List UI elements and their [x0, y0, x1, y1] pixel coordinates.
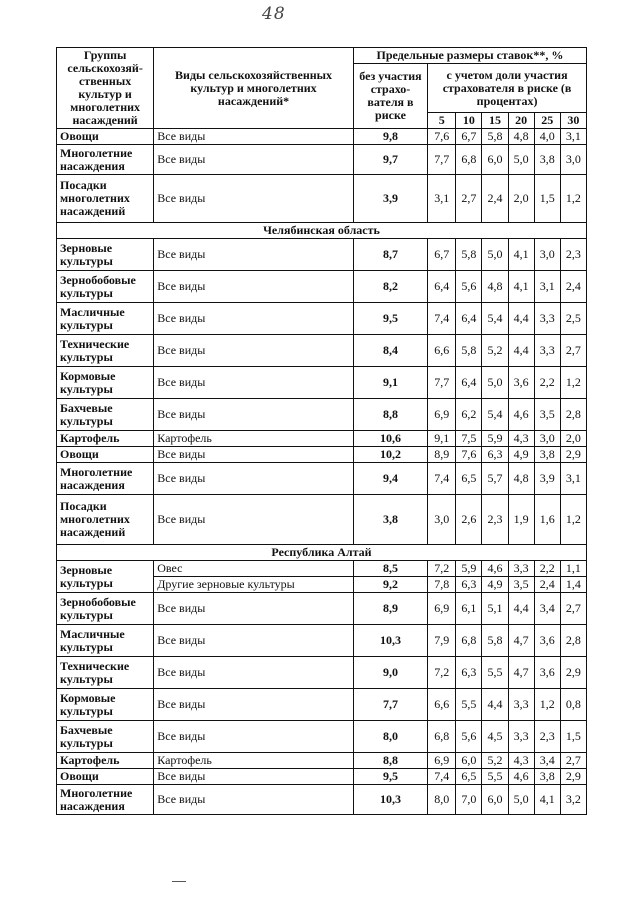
share-rate-cell: 4,4 [508, 593, 534, 625]
page-number: 48 [262, 4, 286, 24]
share-rate-cell: 3,0 [560, 145, 586, 175]
base-rate-cell: 8,8 [353, 399, 427, 431]
table-row [57, 239, 587, 271]
share-rate-cell: 3,8 [534, 447, 560, 463]
share-rate-cell: 5,1 [482, 593, 508, 625]
table-row [57, 561, 587, 577]
share-rate-cell: 6,2 [456, 399, 482, 431]
share-rate-cell: 4,4 [482, 689, 508, 721]
share-rate-cell: 2,7 [456, 175, 482, 223]
share-rate-cell: 2,9 [560, 447, 586, 463]
share-rate-cell: 3,6 [508, 367, 534, 399]
share-rate-cell: 6,5 [456, 769, 482, 785]
share-rate-cell: 1,4 [560, 577, 586, 593]
share-rate-cell: 7,0 [456, 785, 482, 815]
share-rate-cell: 5,9 [482, 431, 508, 447]
share-rate-cell: 2,3 [534, 721, 560, 753]
share-rate-cell: 3,3 [534, 303, 560, 335]
table-row [57, 495, 587, 545]
share-rate-cell: 5,2 [482, 753, 508, 769]
table-header [57, 48, 587, 129]
share-rate-cell: 4,0 [534, 129, 560, 145]
share-rate-cell: 1,2 [560, 495, 586, 545]
share-rate-cell: 7,5 [456, 431, 482, 447]
share-rate-cell: 4,1 [508, 271, 534, 303]
share-rate-cell: 8,0 [428, 785, 456, 815]
share-rate-cell: 3,6 [534, 657, 560, 689]
share-rate-cell: 6,7 [428, 239, 456, 271]
share-rate-cell: 7,8 [428, 577, 456, 593]
share-rate-cell: 4,6 [482, 561, 508, 577]
table-row [57, 721, 587, 753]
crop-group-cell: Овощи [57, 447, 154, 463]
share-rate-cell: 1,9 [508, 495, 534, 545]
table-row [57, 175, 587, 223]
share-rate-cell: 4,4 [508, 335, 534, 367]
share-rate-cell: 4,7 [508, 625, 534, 657]
crop-kind-cell: Овес [154, 561, 354, 577]
share-rate-cell: 7,7 [428, 367, 456, 399]
table-body [57, 129, 587, 815]
share-rate-cell: 3,0 [428, 495, 456, 545]
share-rate-cell: 6,7 [456, 129, 482, 145]
table-row [57, 367, 587, 399]
table-row [57, 593, 587, 625]
base-rate-cell: 9,7 [353, 145, 427, 175]
share-rate-cell: 1,2 [560, 175, 586, 223]
share-rate-cell: 5,8 [482, 129, 508, 145]
share-rate-cell: 6,0 [456, 753, 482, 769]
share-rate-cell: 5,4 [482, 303, 508, 335]
insurance-rates-table [56, 47, 587, 815]
share-percent-header: 10 [456, 113, 482, 129]
share-rate-cell: 6,9 [428, 399, 456, 431]
crop-group-cell: Технические культуры [57, 335, 154, 367]
share-rate-cell: 7,6 [456, 447, 482, 463]
table-row [57, 303, 587, 335]
share-percent-header: 30 [560, 113, 586, 129]
share-rate-cell: 2,9 [560, 657, 586, 689]
share-rate-cell: 2,0 [508, 175, 534, 223]
share-percent-header: 25 [534, 113, 560, 129]
share-rate-cell: 6,8 [428, 721, 456, 753]
share-rate-cell: 6,6 [428, 335, 456, 367]
share-rate-cell: 5,5 [482, 769, 508, 785]
crop-kind-cell: Все виды [154, 625, 354, 657]
share-rate-cell: 2,7 [560, 593, 586, 625]
table-row [57, 431, 587, 447]
share-rate-cell: 5,0 [482, 367, 508, 399]
share-rate-cell: 5,0 [508, 785, 534, 815]
share-rate-cell: 5,8 [456, 239, 482, 271]
share-rate-cell: 3,1 [428, 175, 456, 223]
crop-kind-cell: Картофель [154, 431, 354, 447]
base-rate-cell: 7,7 [353, 689, 427, 721]
crop-group-cell: Многолетние насаждения [57, 145, 154, 175]
share-percent-header: 5 [428, 113, 456, 129]
share-rate-cell: 7,7 [428, 145, 456, 175]
share-rate-cell: 6,6 [428, 689, 456, 721]
share-rate-cell: 5,5 [482, 657, 508, 689]
base-rate-cell: 10,3 [353, 785, 427, 815]
crop-kind-cell: Все виды [154, 447, 354, 463]
share-rate-cell: 7,4 [428, 303, 456, 335]
crop-group-cell: Многолетние насаждения [57, 785, 154, 815]
share-rate-cell: 2,4 [534, 577, 560, 593]
share-rate-cell: 6,4 [456, 303, 482, 335]
crop-kind-cell: Все виды [154, 721, 354, 753]
base-rate-cell: 8,4 [353, 335, 427, 367]
kind-column-header: Виды сельскохозяйственных культур и многолетних насаждений* [154, 48, 354, 129]
crop-kind-cell: Все виды [154, 399, 354, 431]
crop-kind-cell: Все виды [154, 335, 354, 367]
share-rate-cell: 4,1 [534, 785, 560, 815]
share-percent-header: 15 [482, 113, 508, 129]
share-rate-cell: 4,6 [508, 399, 534, 431]
crop-kind-cell: Все виды [154, 271, 354, 303]
share-rate-cell: 2,2 [534, 561, 560, 577]
base-rate-cell: 10,6 [353, 431, 427, 447]
share-rate-cell: 3,8 [534, 769, 560, 785]
crop-kind-cell: Все виды [154, 367, 354, 399]
share-rate-cell: 4,9 [508, 447, 534, 463]
crop-kind-cell: Все виды [154, 129, 354, 145]
crop-group-cell: Бахчевые культуры [57, 399, 154, 431]
crop-kind-cell: Все виды [154, 239, 354, 271]
base-rate-cell: 8,9 [353, 593, 427, 625]
limits-header: Предельные размеры ставок**, % [353, 48, 586, 64]
share-rate-cell: 5,8 [482, 625, 508, 657]
table-row [57, 145, 587, 175]
base-rate-cell: 3,8 [353, 495, 427, 545]
crop-kind-cell: Все виды [154, 175, 354, 223]
crop-group-cell: Картофель [57, 431, 154, 447]
share-rate-cell: 7,4 [428, 463, 456, 495]
crop-group-cell: Посадки многолетних насаждений [57, 495, 154, 545]
share-rate-cell: 4,7 [508, 657, 534, 689]
table-row [57, 785, 587, 815]
share-rate-cell: 1,1 [560, 561, 586, 577]
base-rate-cell: 9,1 [353, 367, 427, 399]
group-column-header: Группы сельскохозяй-ственных культур и многолетних насаждений [57, 48, 154, 129]
share-rate-cell: 5,0 [482, 239, 508, 271]
table-row [57, 463, 587, 495]
share-rate-cell: 2,7 [560, 335, 586, 367]
share-rate-cell: 6,9 [428, 753, 456, 769]
table-row [57, 753, 587, 769]
share-rate-cell: 6,9 [428, 593, 456, 625]
base-rate-cell: 10,3 [353, 625, 427, 657]
share-rate-cell: 4,8 [508, 129, 534, 145]
share-rate-cell: 7,9 [428, 625, 456, 657]
share-rate-cell: 2,4 [560, 271, 586, 303]
share-rate-cell: 2,5 [560, 303, 586, 335]
share-rate-cell: 1,2 [534, 689, 560, 721]
region-title: Челябинская область [57, 223, 587, 239]
share-rate-cell: 2,8 [560, 399, 586, 431]
crop-group-cell: Кормовые культуры [57, 689, 154, 721]
share-rate-cell: 4,3 [508, 753, 534, 769]
share-rate-cell: 6,0 [482, 145, 508, 175]
share-rate-cell: 7,2 [428, 657, 456, 689]
share-rate-cell: 2,3 [482, 495, 508, 545]
share-rate-cell: 2,0 [560, 431, 586, 447]
share-rate-cell: 3,1 [534, 271, 560, 303]
crop-kind-cell: Все виды [154, 303, 354, 335]
crop-kind-cell: Все виды [154, 593, 354, 625]
base-rate-cell: 9,5 [353, 303, 427, 335]
base-rate-cell: 3,9 [353, 175, 427, 223]
crop-group-cell: Технические культуры [57, 657, 154, 689]
share-rate-cell: 2,9 [560, 769, 586, 785]
table-row [57, 769, 587, 785]
table-row [57, 689, 587, 721]
share-rate-cell: 3,3 [508, 721, 534, 753]
share-rate-cell: 6,4 [428, 271, 456, 303]
share-rate-cell: 4,9 [482, 577, 508, 593]
share-rate-cell: 2,8 [560, 625, 586, 657]
crop-group-cell: Овощи [57, 129, 154, 145]
table-row [57, 399, 587, 431]
share-rate-cell: 1,6 [534, 495, 560, 545]
share-rate-cell: 4,3 [508, 431, 534, 447]
share-rate-cell: 6,3 [482, 447, 508, 463]
share-rate-cell: 5,7 [482, 463, 508, 495]
share-rate-cell: 5,8 [456, 335, 482, 367]
share-rate-cell: 6,3 [456, 657, 482, 689]
share-rate-cell: 1,5 [560, 721, 586, 753]
table-row [57, 271, 587, 303]
share-rate-cell: 7,2 [428, 561, 456, 577]
base-rate-cell: 8,2 [353, 271, 427, 303]
crop-group-cell: Зернобобовые культуры [57, 271, 154, 303]
crop-kind-cell: Все виды [154, 689, 354, 721]
share-rate-cell: 3,2 [560, 785, 586, 815]
crop-group-cell: Зернобобовые культуры [57, 593, 154, 625]
base-rate-cell: 9,2 [353, 577, 427, 593]
crop-kind-cell: Другие зерновые культуры [154, 577, 354, 593]
share-rate-cell: 5,6 [456, 271, 482, 303]
share-rate-cell: 3,5 [508, 577, 534, 593]
share-rate-cell: 5,5 [456, 689, 482, 721]
base-rate-cell: 9,4 [353, 463, 427, 495]
table-row [57, 129, 587, 145]
crop-group-cell: Бахчевые культуры [57, 721, 154, 753]
share-rate-cell: 6,0 [482, 785, 508, 815]
share-rate-cell: 9,1 [428, 431, 456, 447]
share-rate-cell: 8,9 [428, 447, 456, 463]
share-percent-header: 20 [508, 113, 534, 129]
region-row [57, 223, 587, 239]
crop-kind-cell: Все виды [154, 145, 354, 175]
share-rate-cell: 3,0 [534, 239, 560, 271]
share-rate-cell: 3,3 [508, 689, 534, 721]
region-row [57, 545, 587, 561]
table-row [57, 625, 587, 657]
share-rate-cell: 3,9 [534, 463, 560, 495]
table-row [57, 657, 587, 689]
crop-kind-cell: Все виды [154, 657, 354, 689]
base-rate-cell: 8,5 [353, 561, 427, 577]
share-rate-cell: 4,1 [508, 239, 534, 271]
share-rate-cell: 2,4 [482, 175, 508, 223]
crop-kind-cell: Все виды [154, 785, 354, 815]
share-rate-cell: 4,8 [508, 463, 534, 495]
share-rate-cell: 3,5 [534, 399, 560, 431]
crop-kind-cell: Все виды [154, 769, 354, 785]
share-rate-cell: 2,7 [560, 753, 586, 769]
share-rate-cell: 3,1 [560, 129, 586, 145]
share-rate-cell: 6,1 [456, 593, 482, 625]
footer-mark [172, 881, 186, 882]
crop-group-cell: Масличные культуры [57, 303, 154, 335]
share-rate-cell: 5,0 [508, 145, 534, 175]
crop-group-cell: Картофель [57, 753, 154, 769]
share-rate-cell: 2,3 [560, 239, 586, 271]
base-rate-cell: 9,5 [353, 769, 427, 785]
share-rate-cell: 1,2 [560, 367, 586, 399]
share-rate-cell: 4,8 [482, 271, 508, 303]
share-rate-cell: 7,6 [428, 129, 456, 145]
share-rate-cell: 3,0 [534, 431, 560, 447]
share-rate-cell: 3,4 [534, 593, 560, 625]
base-rate-cell: 8,7 [353, 239, 427, 271]
share-rate-cell: 3,3 [508, 561, 534, 577]
crop-group-cell: Зерновые культуры [57, 561, 154, 593]
share-rate-cell: 6,4 [456, 367, 482, 399]
crop-group-cell: Многолетние насаждения [57, 463, 154, 495]
share-rate-cell: 3,1 [560, 463, 586, 495]
crop-kind-cell: Все виды [154, 463, 354, 495]
share-rate-cell: 3,6 [534, 625, 560, 657]
crop-kind-cell: Все виды [154, 495, 354, 545]
share-rate-cell: 6,3 [456, 577, 482, 593]
share-rate-cell: 7,4 [428, 769, 456, 785]
share-rate-cell: 2,6 [456, 495, 482, 545]
share-rate-cell: 3,8 [534, 145, 560, 175]
crop-group-cell: Кормовые культуры [57, 367, 154, 399]
share-rate-cell: 1,5 [534, 175, 560, 223]
share-rate-cell: 5,2 [482, 335, 508, 367]
share-rate-cell: 2,2 [534, 367, 560, 399]
share-rate-cell: 3,3 [534, 335, 560, 367]
share-rate-cell: 5,4 [482, 399, 508, 431]
base-rate-cell: 9,8 [353, 129, 427, 145]
table-row [57, 335, 587, 367]
share-rate-cell: 6,8 [456, 145, 482, 175]
crop-group-cell: Зерновые культуры [57, 239, 154, 271]
share-rate-cell: 3,4 [534, 753, 560, 769]
share-rate-cell: 4,6 [508, 769, 534, 785]
base-rate-cell: 8,8 [353, 753, 427, 769]
share-rate-cell: 5,9 [456, 561, 482, 577]
share-rate-cell: 4,5 [482, 721, 508, 753]
base-rate-cell: 10,2 [353, 447, 427, 463]
crop-kind-cell: Картофель [154, 753, 354, 769]
share-rate-cell: 5,6 [456, 721, 482, 753]
table-row [57, 447, 587, 463]
without-participation-header: без участия страхо-вателя в риске [353, 64, 427, 129]
base-rate-cell: 8,0 [353, 721, 427, 753]
share-rate-cell: 6,5 [456, 463, 482, 495]
share-rate-cell: 0,8 [560, 689, 586, 721]
share-rate-cell: 6,8 [456, 625, 482, 657]
share-header: с учетом доли участия страхователя в риске (в процентах) [428, 64, 587, 113]
crop-group-cell: Посадки многолетних насаждений [57, 175, 154, 223]
crop-group-cell: Овощи [57, 769, 154, 785]
base-rate-cell: 9,0 [353, 657, 427, 689]
share-rate-cell: 4,4 [508, 303, 534, 335]
region-title: Республика Алтай [57, 545, 587, 561]
crop-group-cell: Масличные культуры [57, 625, 154, 657]
